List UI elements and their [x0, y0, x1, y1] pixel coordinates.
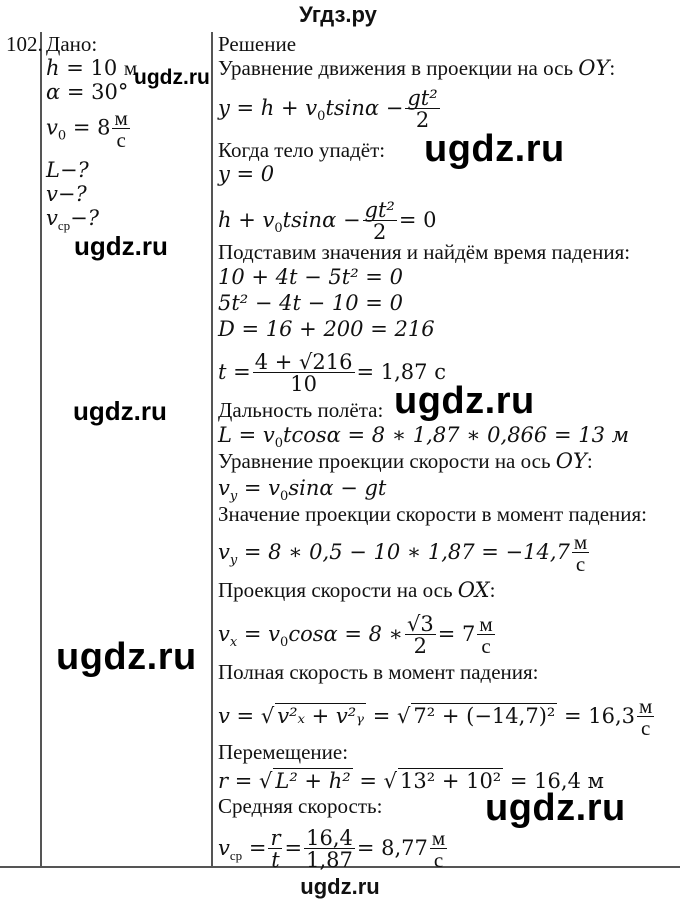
- solution-text-2: Когда тело упадёт:: [218, 138, 386, 162]
- equation-fall: $h + v_0tsin\alpha$ − $\frac{\text{gt²}}{2}$ = 0: [218, 198, 437, 244]
- solution-text-7: Проекция скорости на ось OX:: [218, 578, 496, 602]
- watermark: ugdz.ru: [134, 66, 210, 89]
- watermark: ugdz.ru: [74, 231, 168, 261]
- site-title: Угдз.ру: [299, 2, 377, 27]
- find-vcp: $v_{ср}-$?: [46, 206, 100, 234]
- watermark: ugdz.ru: [73, 396, 167, 426]
- given-v0: $v_0 = 8$ $\frac{м}{с}$: [46, 106, 128, 152]
- solution-text-6: Значение проекции скорости в момент падения:: [218, 502, 647, 526]
- solution-text-3: Подставим значения и найдём время падения:: [218, 240, 631, 264]
- solution-text-9: Перемещение:: [218, 740, 349, 764]
- equation-total-speed: v = √ v²ₓ + v²ᵧ = √ 7² + (−14,7)² = 16,3 $\frac{м}{с}$: [218, 694, 653, 740]
- solution-title: Решение: [218, 32, 297, 56]
- equation-vy-value: $v_y = 8$ ∗ 0,5 − 10 ∗ 1,87 = −14,7 $\frac{м}{с}$: [218, 530, 588, 576]
- watermark: ugdz.ru: [485, 787, 626, 829]
- solution-text-10: Средняя скорость:: [218, 794, 383, 818]
- table-divider-middle: [211, 32, 213, 866]
- equation-y-zero: y = 0: [218, 162, 275, 186]
- equation-average-speed: $v_{ср}$ = $\frac{r}{t}$ = $\frac{16,4}{1,87}$ = 8,77 $\frac{м}{с}$: [218, 826, 446, 872]
- equation-discriminant: D = 16 + 200 = 216: [218, 317, 435, 341]
- solution-text-4: Дальность полёта:: [218, 398, 384, 422]
- equation-motion: $y = h + v_0tsin\alpha$ − $\frac{\text{gt²}}{2}$: [218, 86, 438, 132]
- solution-text-1: Уравнение движения в проекции на ось OY:: [218, 56, 616, 80]
- given-title: Дано:: [46, 32, 98, 56]
- equation-quadratic-1: 10 + 4t − 5t² = 0: [218, 265, 403, 289]
- given-h: h = 10 м: [46, 56, 138, 80]
- equation-range: $L = v_0tcos\alpha = 8$ ∗ 1,87 ∗ 0,866 = 13 м: [218, 423, 630, 452]
- solution-text-5: Уравнение проекции скорости на ось OY:: [218, 449, 593, 473]
- watermark: ugdz.ru: [56, 636, 197, 678]
- equation-vy: $v_y = v_0\sin\alpha$ − gt: [218, 476, 387, 505]
- given-alpha: α = 30°: [46, 80, 129, 104]
- footer-watermark: ugdz.ru: [300, 874, 380, 899]
- watermark: ugdz.ru: [394, 380, 535, 422]
- find-v: v−?: [46, 182, 87, 206]
- find-L: L−?: [46, 158, 89, 182]
- equation-quadratic-2: 5t² − 4t − 10 = 0: [218, 291, 403, 315]
- solution-text-8: Полная скорость в момент падения:: [218, 660, 539, 684]
- equation-displacement: r = √ L² + h² = √ 13² + 10² = 16,4 м: [218, 769, 604, 793]
- equation-time: t = $\frac{4 + √216}{10}$ = 1,87 с: [218, 350, 446, 396]
- problem-number: 102.: [6, 32, 43, 56]
- equation-vx: $v_x = v_0\cos\alpha = 8$ ∗ $\frac{√3}{2}$ = 7 $\frac{м}{с}$: [218, 612, 493, 658]
- table-divider-left: [40, 32, 42, 866]
- watermark: ugdz.ru: [424, 128, 565, 170]
- site-header: [0, 2, 680, 28]
